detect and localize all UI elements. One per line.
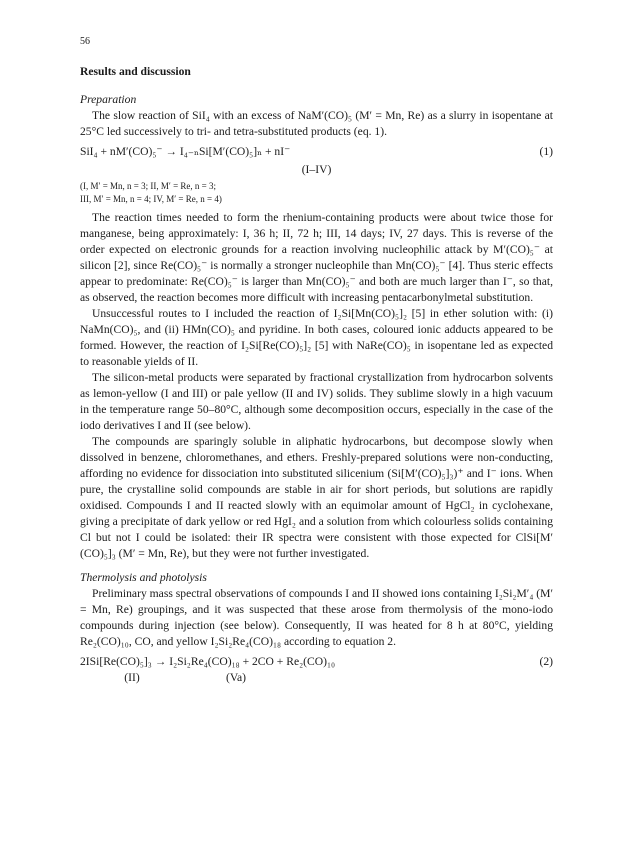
body-text xyxy=(80,64,553,686)
paragraph-prep-3: Unsuccessful routes to I included the reaction of I₂Si[Mn(CO)₅]₂ [5] in ether solution with: (i) NaMn(CO)₅, and (ii) HMn(CO)₅ and pyridine. In both cases, coloured ionic adducts appeared to be formed. However, the reaction of I₂Si[Re(CO)₅]₂ [5] with NaRe(CO)₅ in isopentane led as expected to reasonable yields of II. xyxy=(80,307,553,368)
equation-2 xyxy=(80,654,553,670)
equation-2-label-left: (II) xyxy=(124,671,140,684)
subheading-preparation: Preparation xyxy=(80,93,137,106)
paragraph-prep-2: The reaction times needed to form the rhenium-containing products were about twice those for manganese, being approximately: I, 36 h; II, 72 h; III, 14 days; IV, 27 days. This is reverse of the order expected on electronic grounds for a reaction involving nucleophilic attack by M′(CO)₅⁻ at silicon [2], since Re(CO)₅⁻ is normally a stronger nucleophile than Mn(CO)₅⁻ [4]. Thus steric effects appear to predominate: Re(CO)₅⁻ is larger than Mn(CO)₅⁻ and both are much larger than I⁻, so that, as observed, the reaction becomes more difficult with increasing pentacarbonylmetal substitution. xyxy=(80,211,553,304)
equation-2-labels xyxy=(80,670,553,686)
page-number: 56 xyxy=(80,36,90,47)
equation-1-note xyxy=(80,180,553,206)
equation-1 xyxy=(80,144,553,160)
equation-2-body: 2ISi[Re(CO)₅]₃ → I₂Si₂Re₄(CO)₁₈ + 2CO + Re₂(CO)₁₀ xyxy=(80,655,336,668)
equation-1-label: (I–IV) xyxy=(301,163,332,176)
paragraph-prep-4: The silicon-metal products were separated by fractional crystallization from hydrocarbon solvents as lemon-yellow (I and III) or pale yellow (II and IV) solids. They sublime slowly in a high vacuum in the temperature range 50–80°C, although some decomposition occurs, especially in the case of the iodo derivatives I and II (see below). xyxy=(80,371,553,432)
paragraph-thermo-1: Preliminary mass spectral observations of compounds I and II showed ions containing I₂Si₂M′₄ (M′ = Mn, Re) groupings, and it was suspected that these arose from thermolysis of the mono-iodo compounds during injection (see below). Consequently, II was heated for 8 h at 80°C, yielding Re₂(CO)₁₀, CO, and yellow I₂Si₂Re₄(CO)₁₈ according to equation 2. xyxy=(80,587,553,648)
equation-1-note-line2: III, M′ = Mn, n = 4; IV, M′ = Re, n = 4) xyxy=(80,194,222,204)
equation-1-number: (1) xyxy=(539,145,553,158)
equation-1-note-line1: (I, M′ = Mn, n = 3; II, M′ = Re, n = 3; xyxy=(80,181,216,191)
equation-2-label-right: (Va) xyxy=(226,671,246,684)
subheading-thermolysis: Thermolysis and photolysis xyxy=(80,571,207,584)
section-title: Results and discussion xyxy=(80,65,191,78)
equation-1-body: SiI₄ + nM′(CO)₅⁻ → I₄₋ₙSi[M′(CO)₅]ₙ + nI⁻ xyxy=(80,145,291,158)
equation-2-number: (2) xyxy=(539,655,553,668)
paragraph-prep-1: The slow reaction of SiI₄ with an excess of NaM′(CO)₅ (M′ = Mn, Re) as a slurry in isopentane at 25°C led successively to tri- and tetra-substituted products (eq. 1). xyxy=(80,109,553,138)
paragraph-prep-5: The compounds are sparingly soluble in aliphatic hydrocarbons, but decompose slowly when dissolved in benzene, chloromethanes, and ethers. Freshly-prepared solutions were non-conducting, affording no evidence for dissociation into substituted silicenium (Si[M′(CO)₅]₃)⁺ and I⁻ ions. When pure, the crystalline solid compounds are stable in air for short periods, but solutions are rapidly oxidised. Compounds I and II reacted slowly with an equimolar amount of HgCl₂ in cyclohexane, giving a precipitate of dark yellow or red HgI₂ and a solution from which colourless solids containing Cl but not I could be isolated: their IR spectra were consistent with those expected for ClSi[M′(CO)₅]₃ (M′ = Mn, Re), but they were not further investigated. xyxy=(80,435,553,560)
